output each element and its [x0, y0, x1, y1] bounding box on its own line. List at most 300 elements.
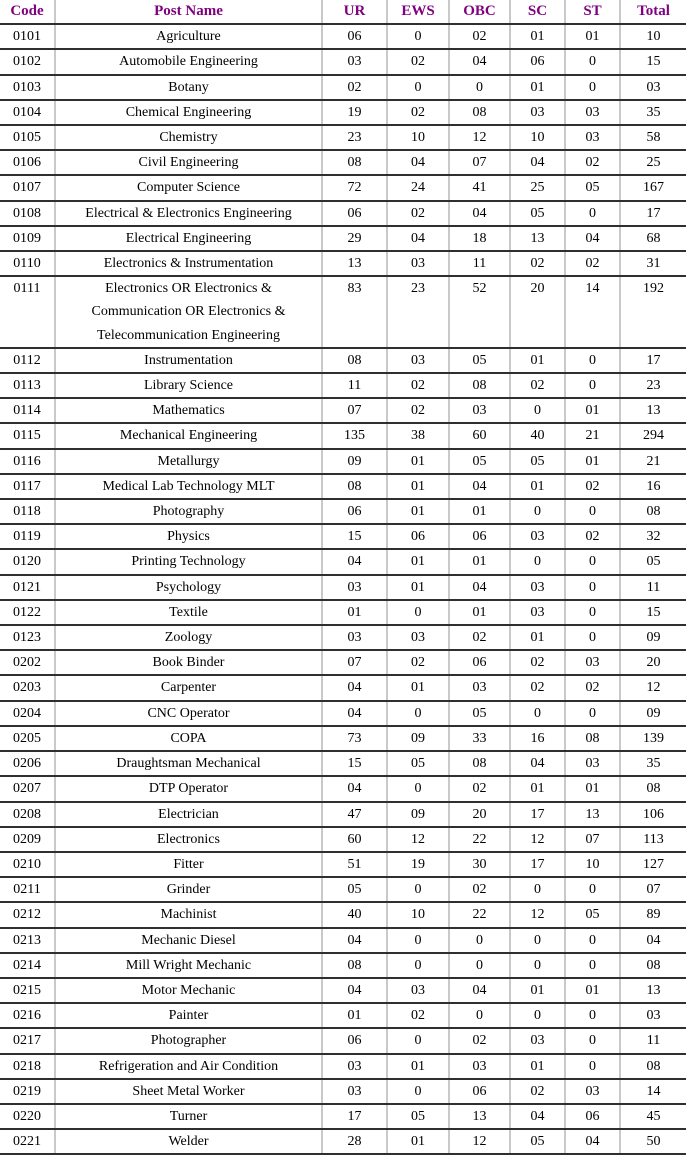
cell-ews: 0: [387, 75, 449, 100]
cell-post: Carpenter: [55, 675, 322, 700]
cell-ews: 10: [387, 125, 449, 150]
cell-st: 02: [565, 150, 620, 175]
cell-post: Motor Mechanic: [55, 978, 322, 1003]
cell-code: 0102: [0, 49, 55, 74]
cell-ur: 73: [322, 726, 387, 751]
cell-ews: 03: [387, 348, 449, 373]
cell-total: 167: [620, 175, 686, 200]
cell-total: 11: [620, 1028, 686, 1053]
cell-post: Mathematics: [55, 398, 322, 423]
cell-ur: 08: [322, 150, 387, 175]
cell-post: Grinder: [55, 877, 322, 902]
cell-code: 0107: [0, 175, 55, 200]
table-row: [0, 373, 686, 398]
cell-st: 0: [565, 600, 620, 625]
cell-ur: 08: [322, 348, 387, 373]
table-body: [0, 24, 686, 1154]
cell-code: 0122: [0, 600, 55, 625]
table-row: [0, 24, 686, 49]
column-header-code: Code: [0, 0, 55, 24]
cell-obc: 06: [449, 1079, 510, 1104]
cell-sc: 02: [510, 1079, 565, 1104]
cell-st: 0: [565, 928, 620, 953]
cell-total: 15: [620, 600, 686, 625]
header-row: [0, 0, 686, 24]
cell-ur: 08: [322, 953, 387, 978]
cell-ews: 01: [387, 449, 449, 474]
cell-ur: 29: [322, 226, 387, 251]
cell-ur: 60: [322, 827, 387, 852]
table-row: [0, 625, 686, 650]
table-row: [0, 1079, 686, 1104]
cell-post: Refrigeration and Air Condition: [55, 1054, 322, 1079]
cell-total: 50: [620, 1129, 686, 1154]
cell-ews: 02: [387, 398, 449, 423]
cell-total: 113: [620, 827, 686, 852]
cell-sc: 01: [510, 474, 565, 499]
cell-ur: 06: [322, 499, 387, 524]
cell-total: 25: [620, 150, 686, 175]
cell-st: 01: [565, 398, 620, 423]
cell-ur: 01: [322, 1003, 387, 1028]
cell-ur: 01: [322, 600, 387, 625]
cell-st: 02: [565, 524, 620, 549]
cell-total: 08: [620, 953, 686, 978]
column-header-ur: UR: [322, 0, 387, 24]
cell-sc: 01: [510, 1054, 565, 1079]
cell-total: 32: [620, 524, 686, 549]
cell-ews: 12: [387, 827, 449, 852]
cell-obc: 08: [449, 751, 510, 776]
cell-ur: 17: [322, 1104, 387, 1129]
cell-obc: 06: [449, 524, 510, 549]
cell-st: 04: [565, 226, 620, 251]
cell-ur: 15: [322, 524, 387, 549]
cell-ews: 03: [387, 625, 449, 650]
cell-obc: 08: [449, 100, 510, 125]
cell-post: Sheet Metal Worker: [55, 1079, 322, 1104]
cell-ur: 04: [322, 776, 387, 801]
table-row: [0, 928, 686, 953]
cell-code: 0105: [0, 125, 55, 150]
cell-total: 05: [620, 549, 686, 574]
cell-st: 0: [565, 49, 620, 74]
cell-sc: 0: [510, 549, 565, 574]
cell-post: Electronics & Instrumentation: [55, 251, 322, 276]
cell-sc: 12: [510, 902, 565, 927]
table-row: [0, 776, 686, 801]
cell-obc: 08: [449, 373, 510, 398]
cell-obc: 05: [449, 701, 510, 726]
cell-post: Botany: [55, 75, 322, 100]
cell-post: Chemical Engineering: [55, 100, 322, 125]
cell-ur: 06: [322, 201, 387, 226]
cell-sc: 01: [510, 75, 565, 100]
cell-obc: 41: [449, 175, 510, 200]
cell-total: 17: [620, 348, 686, 373]
cell-ews: 04: [387, 226, 449, 251]
cell-ur: 51: [322, 852, 387, 877]
cell-code: 0109: [0, 226, 55, 251]
cell-post: Automobile Engineering: [55, 49, 322, 74]
cell-st: 04: [565, 1129, 620, 1154]
cell-st: 0: [565, 201, 620, 226]
cell-obc: 02: [449, 625, 510, 650]
cell-ews: 02: [387, 100, 449, 125]
table-row: [0, 675, 686, 700]
cell-total: 14: [620, 1079, 686, 1104]
cell-total: 127: [620, 852, 686, 877]
cell-code: 0112: [0, 348, 55, 373]
cell-obc: 18: [449, 226, 510, 251]
cell-st: 03: [565, 1079, 620, 1104]
cell-code: 0106: [0, 150, 55, 175]
cell-obc: 03: [449, 675, 510, 700]
cell-code: 0220: [0, 1104, 55, 1129]
cell-total: 03: [620, 1003, 686, 1028]
cell-st: 01: [565, 24, 620, 49]
cell-ur: 03: [322, 575, 387, 600]
cell-sc: 0: [510, 877, 565, 902]
table-row: [0, 701, 686, 726]
table-row: [0, 1028, 686, 1053]
cell-sc: 03: [510, 100, 565, 125]
cell-total: 23: [620, 373, 686, 398]
cell-code: 0210: [0, 852, 55, 877]
table-row: [0, 348, 686, 373]
cell-obc: 22: [449, 902, 510, 927]
cell-ews: 10: [387, 902, 449, 927]
cell-st: 01: [565, 449, 620, 474]
cell-sc: 01: [510, 348, 565, 373]
cell-sc: 13: [510, 226, 565, 251]
cell-ews: 0: [387, 877, 449, 902]
cell-obc: 11: [449, 251, 510, 276]
cell-sc: 02: [510, 650, 565, 675]
cell-sc: 20: [510, 276, 565, 348]
cell-ews: 01: [387, 1054, 449, 1079]
cell-post: Electronics OR Electronics & Communication OR Electronics & Telecommunication Engineering: [55, 276, 322, 348]
cell-st: 02: [565, 474, 620, 499]
cell-st: 14: [565, 276, 620, 348]
cell-code: 0209: [0, 827, 55, 852]
cell-post: Mechanic Diesel: [55, 928, 322, 953]
cell-post: Turner: [55, 1104, 322, 1129]
cell-ews: 09: [387, 802, 449, 827]
cell-sc: 0: [510, 701, 565, 726]
cell-ews: 0: [387, 600, 449, 625]
cell-ur: 13: [322, 251, 387, 276]
cell-post: Zoology: [55, 625, 322, 650]
cell-st: 0: [565, 625, 620, 650]
cell-obc: 01: [449, 549, 510, 574]
column-header-st: ST: [565, 0, 620, 24]
cell-post: Electrical Engineering: [55, 226, 322, 251]
cell-code: 0205: [0, 726, 55, 751]
cell-post: Draughtsman Mechanical: [55, 751, 322, 776]
table-row: [0, 1129, 686, 1154]
cell-code: 0104: [0, 100, 55, 125]
cell-code: 0202: [0, 650, 55, 675]
cell-total: 07: [620, 877, 686, 902]
cell-post: Civil Engineering: [55, 150, 322, 175]
cell-obc: 02: [449, 24, 510, 49]
cell-sc: 03: [510, 600, 565, 625]
cell-obc: 0: [449, 75, 510, 100]
cell-st: 0: [565, 348, 620, 373]
table-row: [0, 1104, 686, 1129]
cell-sc: 05: [510, 449, 565, 474]
cell-ur: 04: [322, 701, 387, 726]
cell-code: 0116: [0, 449, 55, 474]
cell-ur: 02: [322, 75, 387, 100]
cell-ews: 03: [387, 978, 449, 1003]
cell-total: 04: [620, 928, 686, 953]
cell-total: 89: [620, 902, 686, 927]
table-row: [0, 852, 686, 877]
cell-total: 15: [620, 49, 686, 74]
cell-code: 0213: [0, 928, 55, 953]
cell-st: 0: [565, 1054, 620, 1079]
cell-obc: 06: [449, 650, 510, 675]
cell-sc: 25: [510, 175, 565, 200]
cell-post: Electrical & Electronics Engineering: [55, 201, 322, 226]
cell-ews: 05: [387, 1104, 449, 1129]
table-row: [0, 150, 686, 175]
table-row: [0, 201, 686, 226]
cell-ur: 03: [322, 1079, 387, 1104]
cell-code: 0123: [0, 625, 55, 650]
cell-code: 0113: [0, 373, 55, 398]
cell-sc: 05: [510, 201, 565, 226]
cell-post: Printing Technology: [55, 549, 322, 574]
cell-post: Agriculture: [55, 24, 322, 49]
cell-st: 21: [565, 423, 620, 448]
cell-post: Instrumentation: [55, 348, 322, 373]
cell-st: 08: [565, 726, 620, 751]
cell-post: Book Binder: [55, 650, 322, 675]
cell-obc: 02: [449, 776, 510, 801]
cell-sc: 02: [510, 373, 565, 398]
cell-obc: 01: [449, 499, 510, 524]
cell-ews: 0: [387, 776, 449, 801]
cell-ews: 09: [387, 726, 449, 751]
cell-code: 0206: [0, 751, 55, 776]
cell-obc: 04: [449, 575, 510, 600]
cell-obc: 13: [449, 1104, 510, 1129]
cell-total: 20: [620, 650, 686, 675]
cell-post: Mechanical Engineering: [55, 423, 322, 448]
cell-total: 03: [620, 75, 686, 100]
cell-ur: 40: [322, 902, 387, 927]
cell-sc: 12: [510, 827, 565, 852]
table-row: [0, 751, 686, 776]
cell-total: 31: [620, 251, 686, 276]
cell-sc: 0: [510, 928, 565, 953]
cell-code: 0101: [0, 24, 55, 49]
cell-sc: 02: [510, 251, 565, 276]
cell-ews: 0: [387, 701, 449, 726]
cell-ews: 02: [387, 650, 449, 675]
cell-sc: 17: [510, 802, 565, 827]
cell-st: 0: [565, 1028, 620, 1053]
table-row: [0, 524, 686, 549]
cell-ews: 0: [387, 953, 449, 978]
cell-code: 0219: [0, 1079, 55, 1104]
cell-sc: 16: [510, 726, 565, 751]
cell-ews: 38: [387, 423, 449, 448]
cell-ews: 02: [387, 49, 449, 74]
table-row: [0, 423, 686, 448]
cell-ur: 05: [322, 877, 387, 902]
table-row: [0, 125, 686, 150]
cell-sc: 03: [510, 575, 565, 600]
table-row: [0, 978, 686, 1003]
cell-sc: 0: [510, 953, 565, 978]
cell-code: 0214: [0, 953, 55, 978]
cell-ews: 02: [387, 201, 449, 226]
cell-ews: 24: [387, 175, 449, 200]
cell-ews: 01: [387, 1129, 449, 1154]
cell-st: 03: [565, 751, 620, 776]
cell-total: 09: [620, 625, 686, 650]
table-row: [0, 600, 686, 625]
cell-code: 0103: [0, 75, 55, 100]
table-row: [0, 827, 686, 852]
cell-total: 10: [620, 24, 686, 49]
cell-total: 17: [620, 201, 686, 226]
table-row: [0, 449, 686, 474]
cell-st: 03: [565, 100, 620, 125]
cell-ews: 0: [387, 24, 449, 49]
cell-ur: 07: [322, 650, 387, 675]
table-row: [0, 877, 686, 902]
cell-code: 0207: [0, 776, 55, 801]
cell-sc: 40: [510, 423, 565, 448]
cell-sc: 04: [510, 751, 565, 776]
cell-code: 0120: [0, 549, 55, 574]
cell-code: 0217: [0, 1028, 55, 1053]
table-row: [0, 953, 686, 978]
cell-ews: 0: [387, 1028, 449, 1053]
cell-st: 0: [565, 75, 620, 100]
cell-ur: 72: [322, 175, 387, 200]
cell-total: 139: [620, 726, 686, 751]
table-row: [0, 276, 686, 348]
cell-post: Fitter: [55, 852, 322, 877]
cell-post: Welder: [55, 1129, 322, 1154]
cell-post: Metallurgy: [55, 449, 322, 474]
cell-code: 0215: [0, 978, 55, 1003]
cell-ur: 47: [322, 802, 387, 827]
cell-ur: 08: [322, 474, 387, 499]
cell-st: 05: [565, 902, 620, 927]
cell-st: 13: [565, 802, 620, 827]
cell-obc: 0: [449, 928, 510, 953]
table-row: [0, 902, 686, 927]
cell-ur: 04: [322, 675, 387, 700]
cell-post: Chemistry: [55, 125, 322, 150]
cell-st: 0: [565, 575, 620, 600]
cell-post: Computer Science: [55, 175, 322, 200]
cell-code: 0212: [0, 902, 55, 927]
cell-obc: 0: [449, 953, 510, 978]
cell-post: Photographer: [55, 1028, 322, 1053]
cell-st: 0: [565, 701, 620, 726]
cell-st: 03: [565, 125, 620, 150]
cell-ur: 07: [322, 398, 387, 423]
cell-ur: 04: [322, 549, 387, 574]
cell-sc: 02: [510, 675, 565, 700]
cell-code: 0119: [0, 524, 55, 549]
cell-sc: 01: [510, 24, 565, 49]
cell-total: 13: [620, 978, 686, 1003]
cell-ur: 83: [322, 276, 387, 348]
cell-st: 02: [565, 675, 620, 700]
cell-code: 0208: [0, 802, 55, 827]
cell-post: Painter: [55, 1003, 322, 1028]
cell-obc: 05: [449, 449, 510, 474]
cell-post: DTP Operator: [55, 776, 322, 801]
table-row: [0, 1003, 686, 1028]
cell-obc: 03: [449, 398, 510, 423]
cell-ur: 23: [322, 125, 387, 150]
cell-post: Photography: [55, 499, 322, 524]
cell-code: 0218: [0, 1054, 55, 1079]
cell-sc: 17: [510, 852, 565, 877]
cell-ews: 02: [387, 373, 449, 398]
cell-obc: 52: [449, 276, 510, 348]
column-header-post-name: Post Name: [55, 0, 322, 24]
cell-total: 08: [620, 1054, 686, 1079]
cell-post: Electronics: [55, 827, 322, 852]
cell-post: Mill Wright Mechanic: [55, 953, 322, 978]
cell-ur: 15: [322, 751, 387, 776]
cell-obc: 20: [449, 802, 510, 827]
cell-post: Textile: [55, 600, 322, 625]
cell-obc: 03: [449, 1054, 510, 1079]
cell-sc: 0: [510, 499, 565, 524]
cell-ur: 19: [322, 100, 387, 125]
cell-ur: 09: [322, 449, 387, 474]
cell-total: 58: [620, 125, 686, 150]
cell-sc: 03: [510, 1028, 565, 1053]
cell-st: 10: [565, 852, 620, 877]
cell-sc: 0: [510, 1003, 565, 1028]
table-row: [0, 226, 686, 251]
table-row: [0, 175, 686, 200]
cell-ews: 01: [387, 675, 449, 700]
cell-st: 0: [565, 373, 620, 398]
cell-post: CNC Operator: [55, 701, 322, 726]
cell-ur: 135: [322, 423, 387, 448]
cell-post: Machinist: [55, 902, 322, 927]
cell-code: 0117: [0, 474, 55, 499]
cell-post: Electrician: [55, 802, 322, 827]
cell-ur: 06: [322, 1028, 387, 1053]
cell-code: 0216: [0, 1003, 55, 1028]
table-row: [0, 251, 686, 276]
cell-ur: 28: [322, 1129, 387, 1154]
cell-obc: 04: [449, 201, 510, 226]
cell-obc: 12: [449, 1129, 510, 1154]
cell-ur: 03: [322, 625, 387, 650]
table-row: [0, 802, 686, 827]
cell-ur: 11: [322, 373, 387, 398]
cell-post: COPA: [55, 726, 322, 751]
cell-obc: 22: [449, 827, 510, 852]
cell-obc: 30: [449, 852, 510, 877]
